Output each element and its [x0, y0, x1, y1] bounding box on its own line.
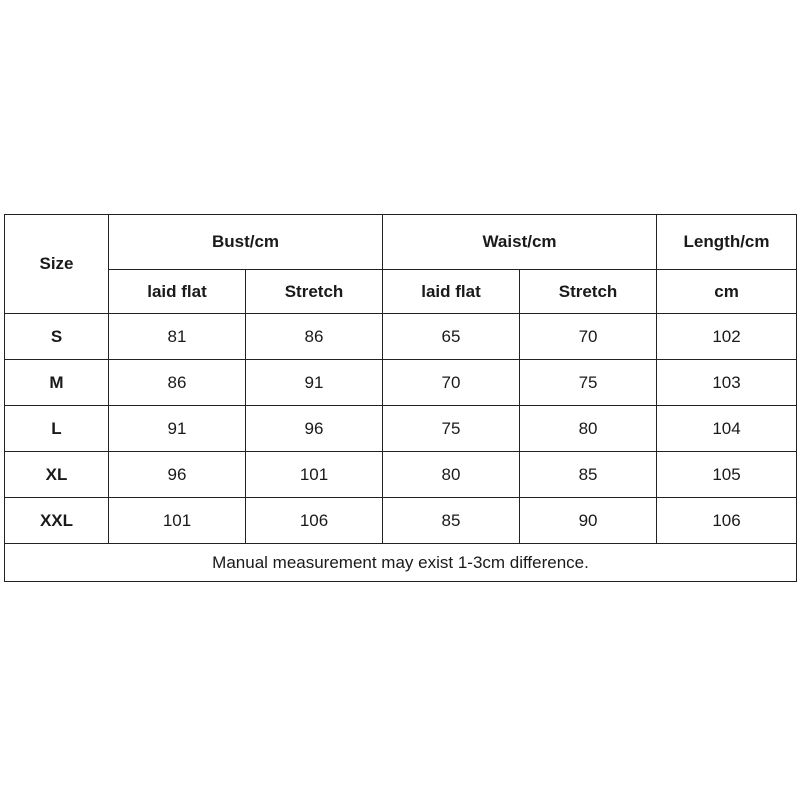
size-cell: XXL — [5, 498, 109, 544]
bust-stretch-cell: 96 — [246, 406, 383, 452]
length-header: Length/cm — [657, 215, 797, 270]
bust-flat-cell: 101 — [109, 498, 246, 544]
waist-flat-cell: 85 — [383, 498, 520, 544]
waist-flat-subheader: laid flat — [383, 270, 520, 314]
waist-stretch-cell: 70 — [520, 314, 657, 360]
waist-stretch-cell: 85 — [520, 452, 657, 498]
footnote-row — [5, 544, 797, 582]
bust-stretch-subheader: Stretch — [246, 270, 383, 314]
waist-header: Waist/cm — [383, 215, 657, 270]
footnote: Manual measurement may exist 1-3cm difference. — [5, 544, 797, 582]
table-row — [5, 452, 797, 498]
length-cell: 103 — [657, 360, 797, 406]
subheader-row — [5, 270, 797, 314]
length-cell: 105 — [657, 452, 797, 498]
size-cell: S — [5, 314, 109, 360]
header-row — [5, 215, 797, 270]
bust-stretch-cell: 106 — [246, 498, 383, 544]
waist-stretch-subheader: Stretch — [520, 270, 657, 314]
waist-flat-cell: 75 — [383, 406, 520, 452]
bust-flat-cell: 91 — [109, 406, 246, 452]
waist-stretch-cell: 90 — [520, 498, 657, 544]
size-header: Size — [5, 215, 109, 314]
bust-flat-cell: 86 — [109, 360, 246, 406]
size-chart-table — [4, 214, 797, 582]
length-cell: 104 — [657, 406, 797, 452]
bust-flat-subheader: laid flat — [109, 270, 246, 314]
size-cell: M — [5, 360, 109, 406]
size-cell: XL — [5, 452, 109, 498]
waist-stretch-cell: 80 — [520, 406, 657, 452]
waist-flat-cell: 65 — [383, 314, 520, 360]
bust-stretch-cell: 101 — [246, 452, 383, 498]
table-row — [5, 406, 797, 452]
table-row — [5, 360, 797, 406]
waist-flat-cell: 80 — [383, 452, 520, 498]
size-cell: L — [5, 406, 109, 452]
table-row — [5, 314, 797, 360]
table-row — [5, 498, 797, 544]
bust-flat-cell: 81 — [109, 314, 246, 360]
bust-header: Bust/cm — [109, 215, 383, 270]
bust-stretch-cell: 86 — [246, 314, 383, 360]
bust-stretch-cell: 91 — [246, 360, 383, 406]
length-cell: 106 — [657, 498, 797, 544]
length-cell: 102 — [657, 314, 797, 360]
waist-flat-cell: 70 — [383, 360, 520, 406]
length-unit-subheader: cm — [657, 270, 797, 314]
bust-flat-cell: 96 — [109, 452, 246, 498]
waist-stretch-cell: 75 — [520, 360, 657, 406]
